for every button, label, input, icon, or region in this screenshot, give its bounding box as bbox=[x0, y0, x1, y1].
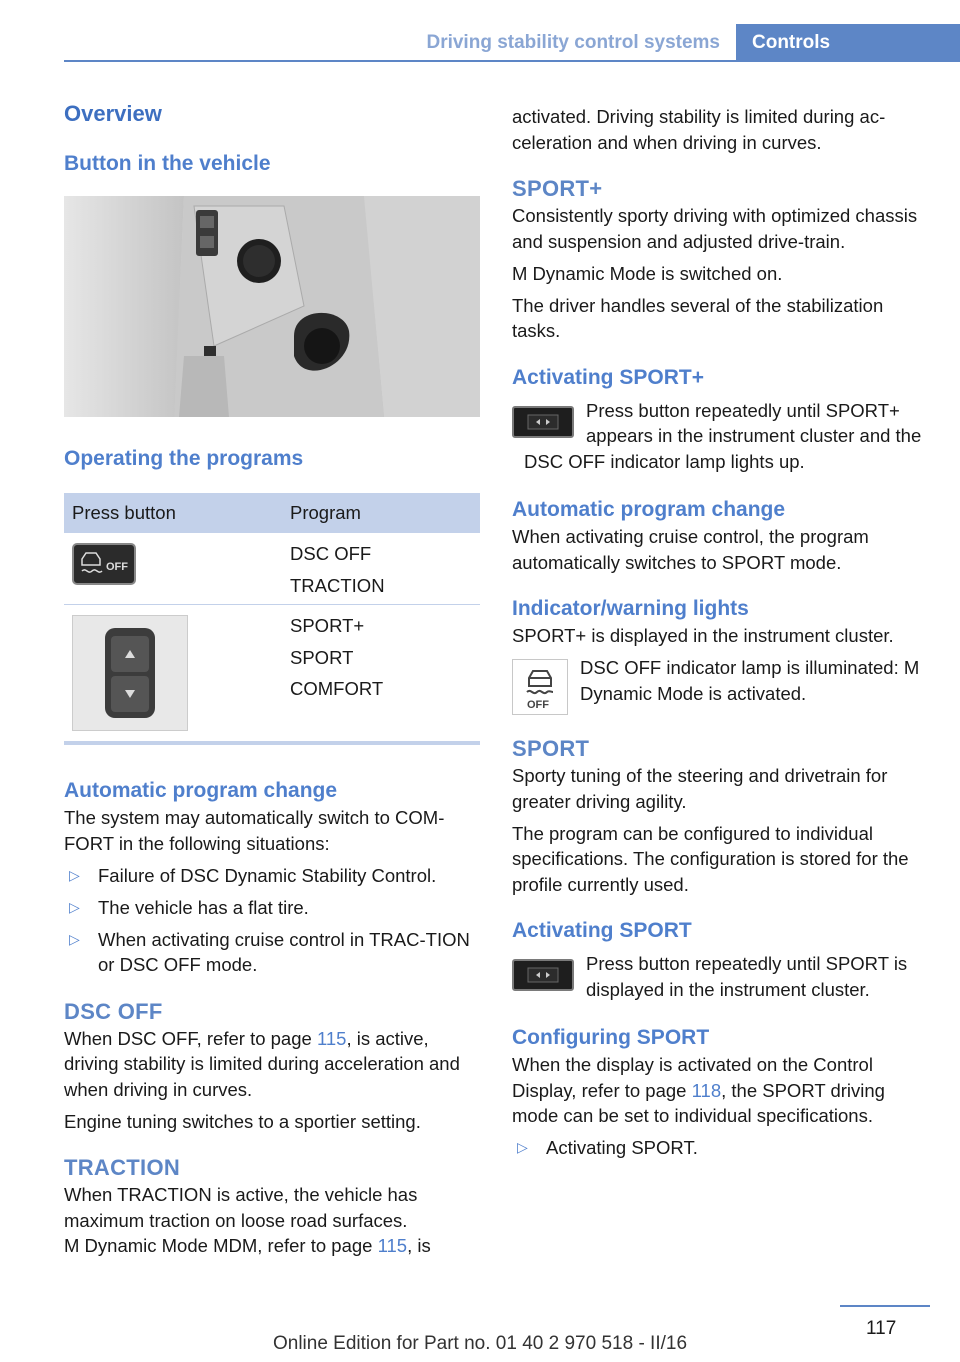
auto-change-list bbox=[64, 863, 482, 978]
bullet-icon: ▷ bbox=[69, 930, 80, 947]
off-label: OFF bbox=[527, 699, 549, 711]
indicator-heading: Indicator/warning lights bbox=[512, 597, 749, 620]
table-row bbox=[64, 533, 480, 605]
continued-text: activated. Driving stability is limited during ac‐celeration and when driving in curves. bbox=[512, 106, 886, 153]
page-link[interactable]: 118 bbox=[691, 1079, 722, 1101]
traction-heading: TRACTION bbox=[64, 1155, 181, 1180]
driving-mode-switch-icon bbox=[72, 615, 188, 731]
page-number: 117 bbox=[866, 1318, 897, 1339]
engine-tuning-text: Engine tuning switches to a sportier setting. bbox=[64, 1110, 421, 1132]
program-sport: SPORT bbox=[290, 646, 354, 668]
programs-table bbox=[64, 493, 480, 745]
overview-heading: Overview bbox=[64, 101, 162, 126]
activating-sport-plus-heading: Activating SPORT+ bbox=[512, 365, 704, 389]
program-sport-plus: SPORT+ bbox=[290, 615, 365, 636]
auto-change-heading: Automatic program change bbox=[64, 779, 338, 802]
selector-button-icon bbox=[512, 959, 574, 991]
activating-sport-plus-text: Press button repeatedly until SPORT+ appears in the instrument cluster and the DSC OFF indicator lamp lights up. bbox=[524, 399, 922, 472]
off-label: OFF bbox=[106, 561, 128, 573]
list-item: ▷ When activating cruise control in TRAC‐TION or DSC OFF mode. bbox=[69, 928, 470, 975]
activating-sport-block bbox=[512, 951, 930, 1002]
dsc-off-indicator-icon bbox=[512, 659, 568, 715]
chapter-tab[interactable]: Controls bbox=[736, 24, 960, 62]
program-dsc-off: DSC OFF bbox=[290, 543, 372, 564]
dsc-off-heading: DSC OFF bbox=[64, 998, 163, 1024]
right-column bbox=[512, 104, 930, 1167]
traction-text: When TRACTION is active, the vehicle has maximum traction on loose road surfaces. bbox=[64, 1184, 418, 1231]
dsc-off-text: When DSC OFF, refer to page 115, is active, driving stability is limited during acceleration and when driving in curves. bbox=[64, 1027, 460, 1100]
program-traction: TRACTION bbox=[290, 574, 385, 596]
table-header bbox=[64, 493, 480, 533]
sport-plus-text: Consistently sporty driving with optimized chassis and suspension and adjusted drive‐train. bbox=[512, 205, 918, 252]
auto-change-text-right: When activating cruise control, the program automatically switches to SPORT mode. bbox=[512, 526, 869, 573]
selector-button-icon bbox=[512, 406, 574, 438]
activating-sport-heading: Activating SPORT bbox=[512, 919, 692, 942]
configuring-sport-text: When the display is activated on the Control Display, refer to page 118, the SPORT driving mode can be set to individual specifications. bbox=[512, 1054, 885, 1126]
col-press-button: Press button bbox=[72, 502, 176, 523]
sport-plus-heading: SPORT+ bbox=[512, 176, 603, 201]
list-item: ▷ Activating SPORT. bbox=[512, 1135, 930, 1161]
center-console-photo bbox=[64, 196, 480, 417]
page-header bbox=[64, 24, 960, 62]
bullet-icon: ▷ bbox=[517, 1139, 528, 1155]
page-link[interactable]: 115 bbox=[377, 1235, 408, 1256]
bullet-icon: ▷ bbox=[69, 898, 80, 915]
section-title: Driving stability control systems bbox=[426, 32, 720, 53]
auto-change-text: The system may automatically switch to COM‐FORT in the following situations: bbox=[64, 807, 445, 854]
sport-heading: SPORT bbox=[512, 736, 590, 761]
edition-footer: Online Edition for Part no. 01 40 2 970 518 - II/16 bbox=[272, 1333, 688, 1354]
activating-sport-text: Press button repeatedly until SPORT is displayed in the instrument cluster. bbox=[586, 953, 908, 1000]
mdm-text: M Dynamic Mode MDM, refer to page 115, is bbox=[64, 1235, 431, 1256]
list-item: ▷ The vehicle has a flat tire. bbox=[64, 895, 482, 921]
dsc-off-button-icon bbox=[72, 543, 136, 585]
sport-text: Sporty tuning of the steering and drivetrain for greater driving agility. bbox=[512, 765, 888, 812]
configuring-sport-heading: Configuring SPORT bbox=[512, 1026, 710, 1049]
operating-programs-heading: Operating the programs bbox=[64, 447, 304, 470]
left-column bbox=[64, 100, 482, 1265]
configuring-list bbox=[512, 1135, 930, 1161]
bullet-icon: ▷ bbox=[69, 866, 80, 883]
table-row bbox=[64, 605, 480, 745]
button-in-vehicle-heading: Button in the vehicle bbox=[64, 152, 271, 175]
footer-rule bbox=[840, 1305, 930, 1307]
list-item: ▷ Failure of DSC Dynamic Stability Control. bbox=[64, 863, 482, 889]
configure-text: The program can be configured to individual specifications. The configuration is stored for the profile currently used. bbox=[512, 822, 909, 895]
indicator-text: SPORT+ is displayed in the instrument cluster. bbox=[512, 625, 894, 646]
auto-change-heading-right: Automatic program change bbox=[512, 498, 786, 521]
mdm-on-text: M Dynamic Mode is switched on. bbox=[512, 262, 783, 284]
indicator-lamp-row bbox=[512, 655, 930, 715]
lamp-text: DSC OFF indicator lamp is illuminated: M Dynamic Mode is activated. bbox=[580, 657, 920, 704]
col-program: Program bbox=[290, 502, 361, 523]
page-link[interactable]: 115 bbox=[316, 1027, 347, 1049]
driver-tasks-text: The driver handles several of the stabilization tasks. bbox=[512, 294, 884, 341]
program-comfort: COMFORT bbox=[290, 678, 384, 699]
activating-sport-plus-block bbox=[512, 398, 930, 475]
